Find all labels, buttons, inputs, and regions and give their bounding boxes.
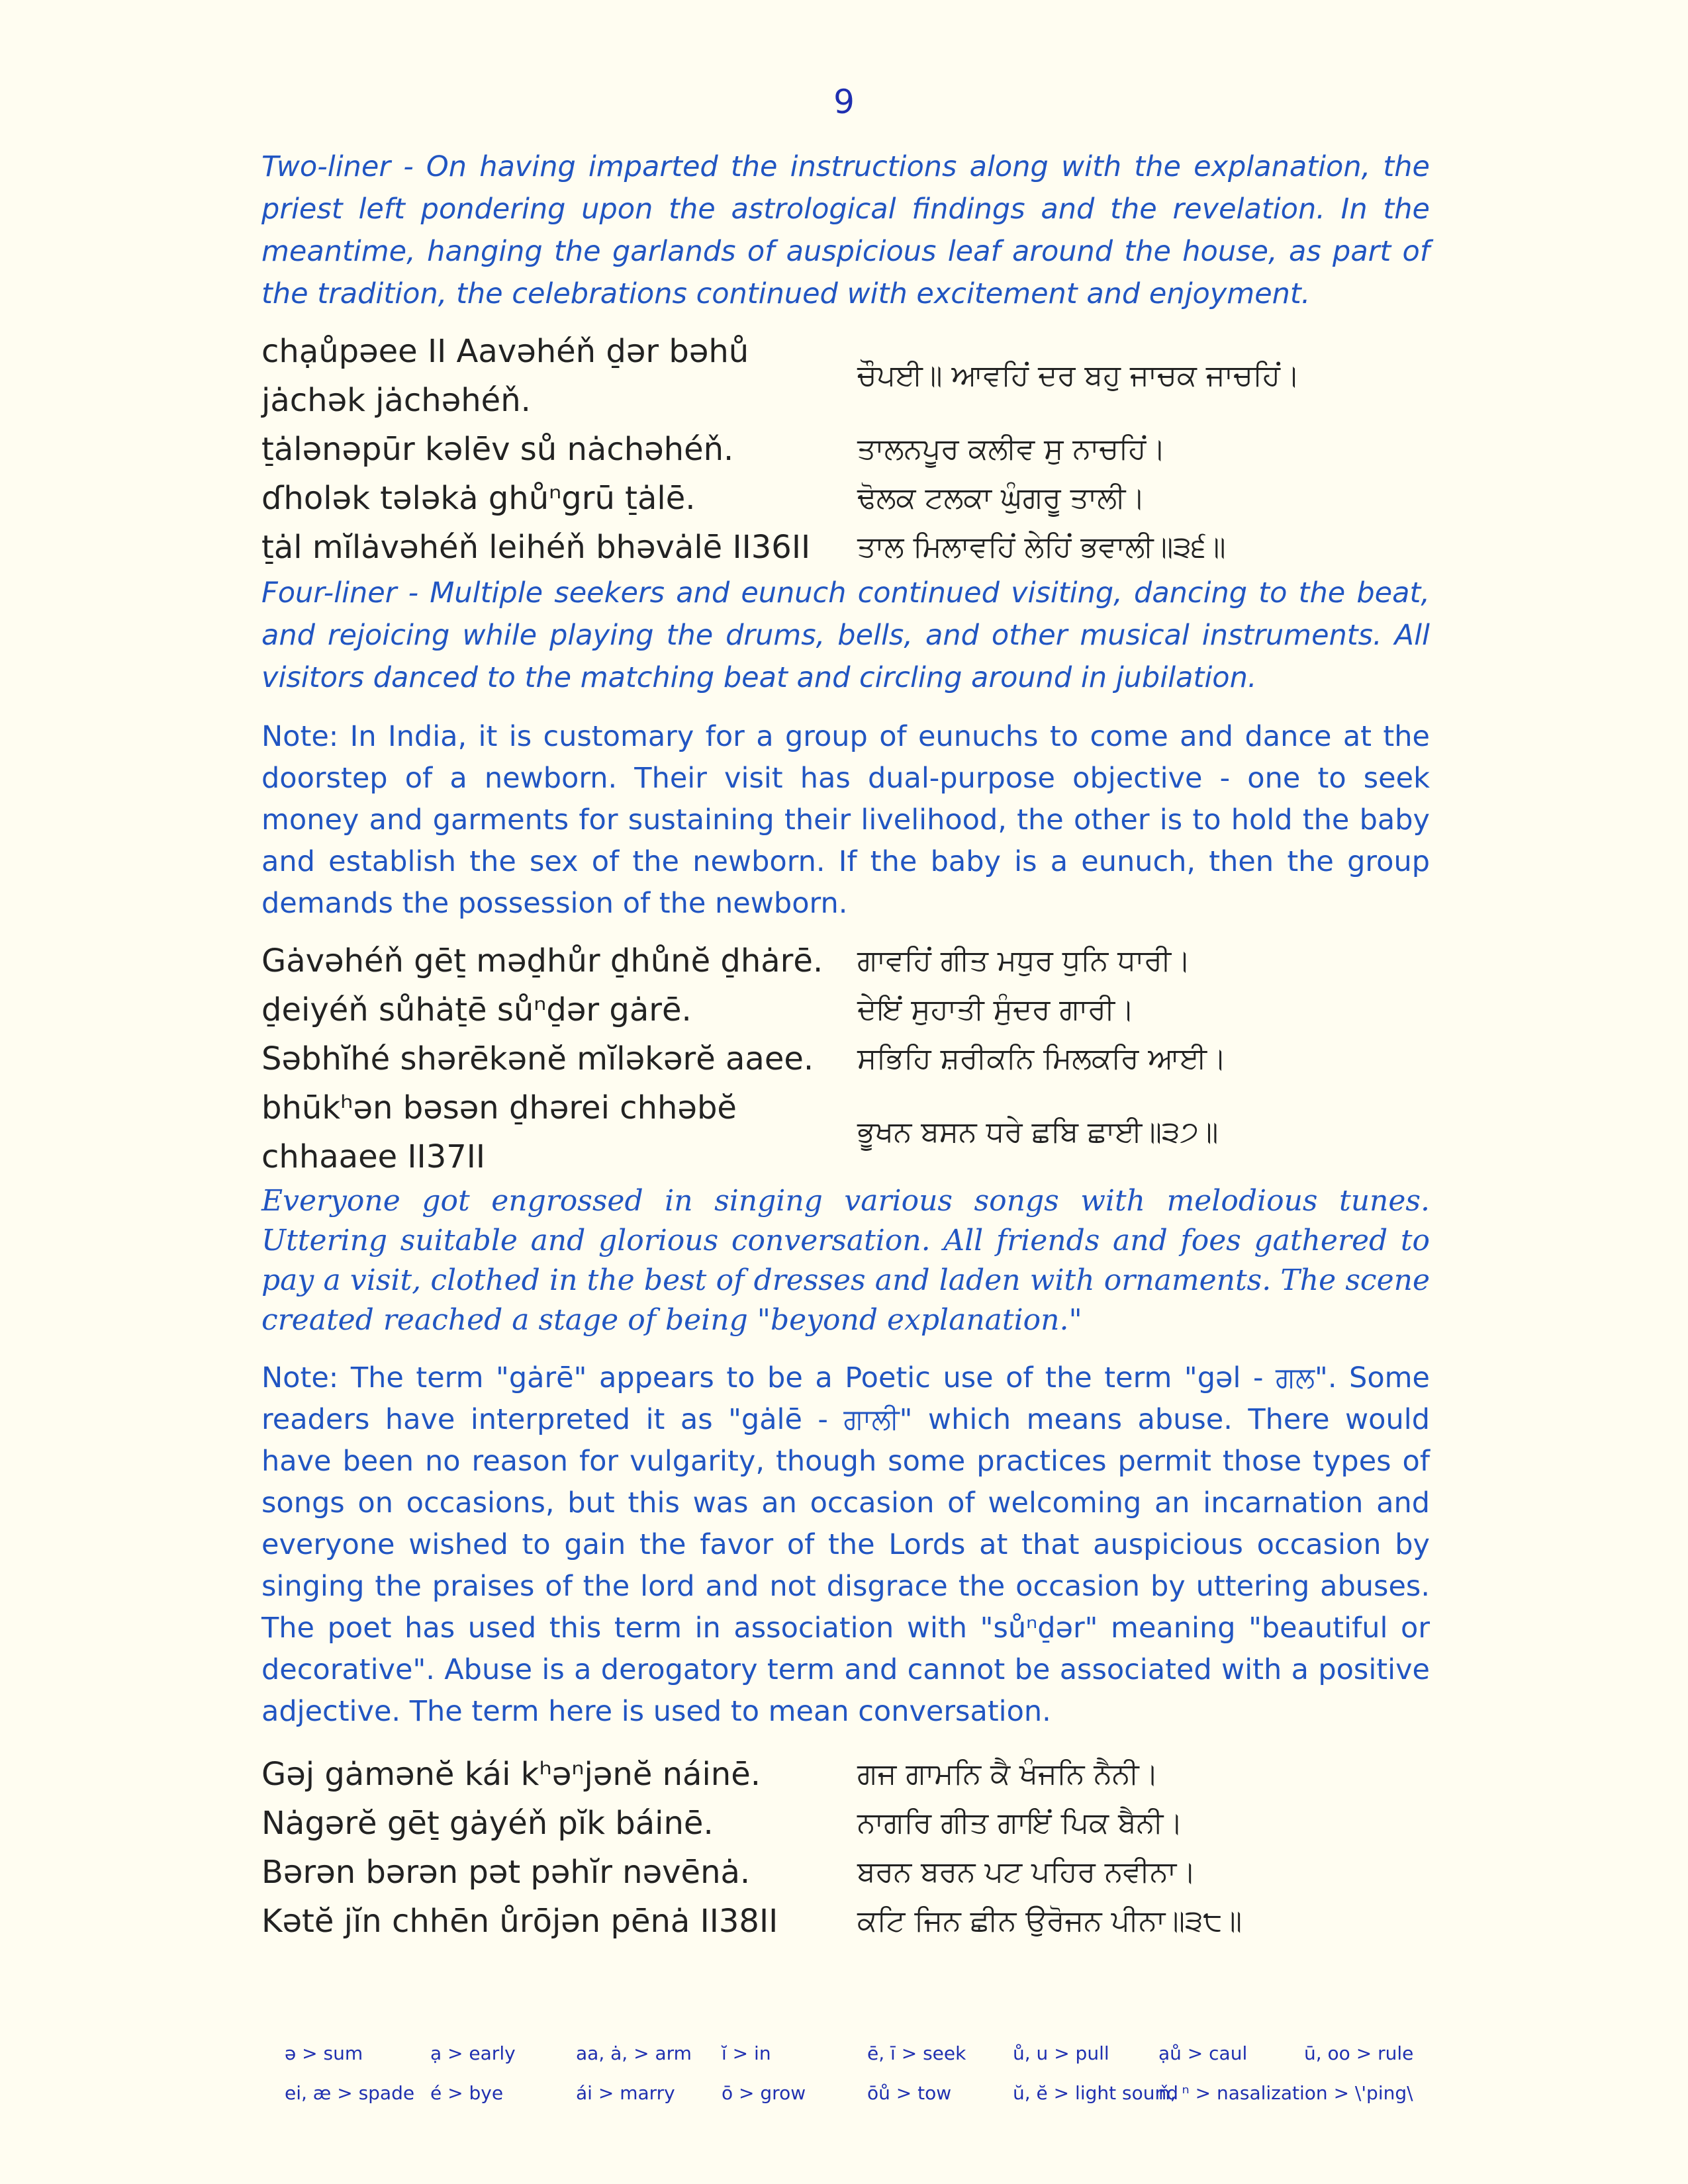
key-entry: ōů > tow — [867, 2081, 952, 2104]
verse-gurmukhi: ਦੇਇਂ ਸੁਹਾਤੀ ਸੁੰਦਰ ਗਾਰੀ। — [857, 993, 1135, 1026]
verse-transliteration: Nȧgərĕ gēt̠ gȧyéň pĭk báinē. — [261, 1805, 714, 1842]
page-content — [261, 146, 1430, 1946]
verse-gurmukhi: ਗਾਵਹਿਂ ਗੀਤ ਮਧੁਰ ਧੁਨਿ ਧਾਰੀ। — [857, 944, 1191, 978]
note-gare-term: Note: The term "gȧrē" appears to be a Poetic use of the term "gəl - ਗਲ". Some readers have interpreted it as "gȧlē - ਗਾਲੀ" which means abuse. There would have been no reason for vulgarity, though some practices permit those types of songs on occasions, but this was an occasion of welcoming an incarnation and everyone wished to gain the favor of the Lords at that auspicious occasion by singing the praises of the lord and not disgrace the occasion by uttering abuses. The poet has used this term in association with "sůⁿd̠ər" meaning "beautiful or decorative". Abuse is a derogatory term and cannot be associated with a positive adjective. The term here is used to mean conversation. — [261, 1361, 1430, 1728]
four-liner-paragraph: Four-liner - Multiple seekers and eunuch continued visiting, dancing to the beat, and rejoicing while playing the drums, bells, and other musical instruments. All visitors danced to the matching beat and circling around in jubilation. — [261, 576, 1430, 694]
pronunciation-key — [285, 2033, 1450, 2113]
verse-gurmukhi: ਭੂਖਨ ਬਸਨ ਧਰੇ ਛਬਿ ਛਾਈ॥੩੭॥ — [857, 1115, 1219, 1149]
verse-block-36 — [261, 327, 1430, 572]
verse-gurmukhi: ਤਾਲ ਮਿਲਾਵਹਿਂ ਲੇਹਿਂ ਭਵਾਲੀ॥੩੬॥ — [857, 530, 1226, 564]
key-entry: aa, ȧ, > arm — [576, 2042, 692, 2064]
verse-line — [261, 327, 1430, 425]
key-entry: ei, æ > spade — [285, 2081, 415, 2104]
verse-transliteration: t̠ȧl mĭlȧvəhéň leihéň bhəvȧlē II36II — [261, 529, 811, 566]
key-entry: ạů > caul — [1158, 2042, 1248, 2064]
verse-transliteration: Gȧvəhéň gēt̠ məd̠hůr d̠hůnĕ d̠hȧrē. — [261, 942, 823, 979]
key-entry: ái > marry — [576, 2081, 675, 2104]
verse-line — [261, 936, 1430, 985]
verse-transliteration: Gəj gȧmənĕ kái kʰəⁿjənĕ náinē. — [261, 1756, 761, 1793]
verse-transliteration: d̠eiyéň sůhȧt̠ē sůⁿd̠ər gȧrē. — [261, 991, 692, 1028]
pronunciation-key-row — [285, 2033, 1450, 2073]
key-entry: ạ > early — [430, 2042, 516, 2064]
key-entry: ň, ⁿ > nasalization > \'ping\ — [1158, 2081, 1413, 2104]
page-number: 9 — [833, 83, 855, 121]
key-entry: ē, ī > seek — [867, 2042, 966, 2064]
verse-line — [261, 425, 1430, 474]
key-entry: ū, oo > rule — [1304, 2042, 1414, 2064]
verse-transliteration: Səbhĭhé shərēkənĕ mĭləkərĕ aaee. — [261, 1040, 814, 1077]
key-entry: ō > grow — [722, 2081, 806, 2104]
verse-transliteration: chạůpəee II Aavəhéň d̠ər bəhů jȧchək jȧchəhéň. — [261, 333, 749, 419]
key-entry: é > bye — [430, 2081, 504, 2104]
verse-gurmukhi: ਗਜ ਗਾਮਨਿ ਕੈ ਖੰਜਨਿ ਨੈਨੀ। — [857, 1757, 1159, 1791]
verse-block-37 — [261, 936, 1430, 1181]
verse-gurmukhi: ਕਟਿ ਜਿਨ ਛੀਨ ਉਰੋਜਨ ਪੀਨਾ॥੩੮॥ — [857, 1904, 1243, 1938]
pronunciation-key-row — [285, 2073, 1450, 2113]
verse-gurmukhi: ਤਾਲਨਪੂਰ ਕਲੀਵ ਸੁ ਨਾਚਹਿਂ। — [857, 432, 1166, 466]
key-entry: ə > sum — [285, 2042, 363, 2064]
verse-line — [261, 1083, 1430, 1181]
verse-line — [261, 474, 1430, 523]
translation-paragraph: Everyone got engrossed in singing various songs with melodious tunes. Uttering suitable and glorious conversation. All friends and foes gathered to pay a visit, clothed in the best of dresses and laden with ornaments. The scene created reached a stage of being "beyond explanation." — [261, 1184, 1430, 1337]
verse-line — [261, 1034, 1430, 1083]
verse-transliteration: bhūkʰən bəsən d̠hərei chhəbĕ chhaaee II37II — [261, 1089, 737, 1175]
two-liner-paragraph: Two-liner - On having imparted the instructions along with the explanation, the priest left pondering upon the astrological findings and the revelation. In the meantime, hanging the garlands of auspicious leaf around the house, as part of the tradition, the celebrations continued with excitement and enjoyment. — [261, 150, 1430, 310]
verse-line — [261, 1799, 1430, 1848]
key-entry: ŭ, ĕ > light sound — [1013, 2081, 1178, 2104]
key-entry: ů, u > pull — [1013, 2042, 1109, 2064]
verse-gurmukhi: ਢੋਲਕ ਟਲਕਾ ਘੁੰਗਰੂ ਤਾਲੀ। — [857, 481, 1146, 515]
verse-gurmukhi: ਨਾਗਰਿ ਗੀਤ ਗਾਇਂ ਪਿਕ ਬੈਨੀ। — [857, 1806, 1183, 1840]
verse-transliteration: t̠ȧlənəpūr kəlēv sů nȧchəhéň. — [261, 431, 734, 468]
verse-block-38 — [261, 1750, 1430, 1946]
verse-gurmukhi: ਬਰਨ ਬਰਨ ਪਟ ਪਹਿਰ ਨਵੀਨਾ। — [857, 1855, 1196, 1889]
verse-line — [261, 985, 1430, 1034]
verse-transliteration: Bərən bərən pət pəhĭr nəvēnȧ. — [261, 1854, 751, 1891]
verse-transliteration: ɗholək tələkȧ ghůⁿgrū t̠ȧlē. — [261, 480, 696, 517]
key-entry: ĭ > in — [722, 2042, 771, 2064]
note-eunuchs: Note: In India, it is customary for a group of eunuchs to come and dance at the doorstep of a newborn. Their visit has dual-purpose objective - one to seek money and garments for sustaining their livelihood, the other is to hold the baby and establish the sex of the newborn. If the baby is a eunuch, then the group demands the possession of the newborn. — [261, 720, 1430, 920]
verse-transliteration: Kətĕ jĭn chhēn ůrōjən pēnȧ II38II — [261, 1903, 778, 1940]
verse-gurmukhi: ਸਭਿਹਿ ਸ਼ਰੀਕਨਿ ਮਿਲਕਰਿ ਆਈ। — [857, 1042, 1227, 1075]
verse-line — [261, 1897, 1430, 1946]
verse-line — [261, 1848, 1430, 1897]
verse-gurmukhi: ਚੌਪਈ॥ ਆਵਹਿਂ ਦਰ ਬਹੁ ਜਾਚਕ ਜਾਚਹਿਂ। — [857, 359, 1300, 392]
verse-line — [261, 523, 1430, 572]
verse-line — [261, 1750, 1430, 1799]
